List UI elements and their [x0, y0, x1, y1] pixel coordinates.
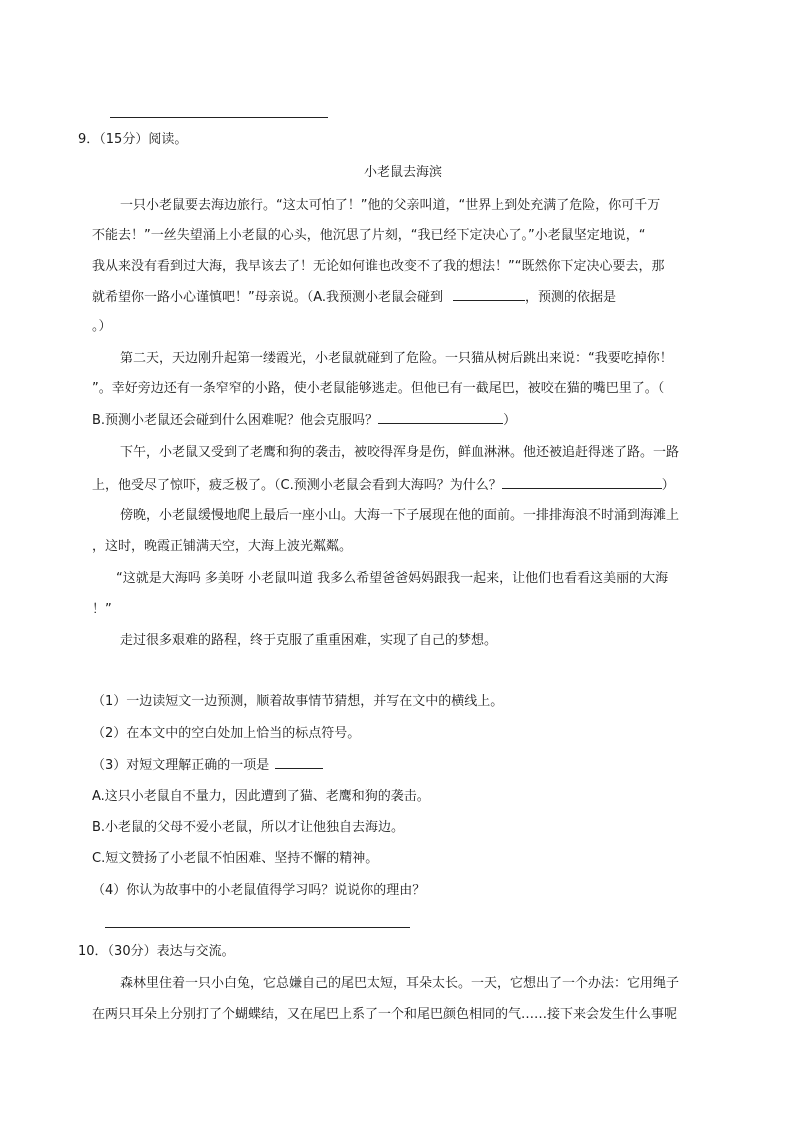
option-a: A.这只小老鼠自不量力，因此遭到了猫、老鹰和狗的袭击。	[92, 789, 430, 804]
option-b: B.小老鼠的父母不爱小老鼠，所以才让他独自去海边。	[92, 820, 405, 835]
paragraph-line	[92, 476, 675, 495]
sub-question-text: （3）对短文理解正确的一项是	[92, 758, 270, 773]
paragraph-line: 下午，小老鼠又受到了老鹰和狗的袭击，被咬得浑身是伤，鲜血淋淋。他还被追赶得迷了路。一路	[120, 445, 680, 460]
sub-question-4: （4）你认为故事中的小老鼠值得学习吗？说说你的理由？	[92, 883, 426, 898]
question-10-header: 10．（30分）表达与交流。	[78, 944, 235, 959]
paragraph-text: ，预测的依据是	[525, 290, 617, 305]
answer-line-top	[110, 117, 328, 118]
paragraph-line: 走过很多艰难的路程，终于克服了重重困难，实现了自己的梦想。	[120, 633, 498, 648]
blank-b[interactable]	[378, 411, 503, 424]
paragraph-line: ”。幸好旁边还有一条窄窄的小路，使小老鼠能够逃走。但他已有一截尾巴，被咬在猫的嘴巴里了。（	[92, 381, 665, 396]
paragraph-line: 森林里住着一只小白兔，它总嫌自己的尾巴太短，耳朵太长。一天，它想出了一个办法：它用绳子	[120, 976, 680, 991]
paragraph-line: ！”	[92, 602, 112, 617]
paragraph-text: 就希望你一路小心谨慎吧！”母亲说。（A.我预测小老鼠会碰到	[92, 290, 444, 305]
question-9-header: 9．（15分）阅读。	[78, 132, 188, 147]
paragraph-line: 在两只耳朵上分别打了个蝴蝶结，又在尾巴上系了一个和尾巴颜色相同的气……接下来会发生什么事呢	[92, 1007, 678, 1022]
paragraph-text: B.预测小老鼠还会碰到什么困难呢？他会克服吗？	[92, 413, 379, 428]
passage-title: 小老鼠去海滨	[364, 165, 443, 180]
sub-question-1: （1）一边读短文一边预测，顺着故事情节猜想，并写在文中的横线上。	[92, 694, 504, 709]
option-c: C.短文赞扬了小老鼠不怕困难、坚持不懈的精神。	[92, 851, 379, 866]
blank-c[interactable]	[502, 476, 662, 489]
paragraph-text: ）	[661, 478, 675, 493]
sub-question-3	[92, 756, 323, 775]
paragraph-line: 不能去！”一丝失望涌上小老鼠的心头，他沉思了片刻，“我已经下定决心了。”小老鼠坚定地说，“	[92, 228, 646, 243]
paragraph-line: “这就是大海吗 多美呀 小老鼠叫道 我多么希望爸爸妈妈跟我一起来，让他们也看看这美丽的大海	[116, 571, 669, 586]
paragraph-text: ）	[503, 413, 517, 428]
paragraph-line: 我从来没有看到过大海，我早该去了！无论如何谁也改变不了我的想法！”“既然你下定决心要去，那	[92, 259, 665, 274]
answer-line-4[interactable]	[105, 927, 410, 928]
paragraph-line: 第二天，天边刚升起第一缕霞光，小老鼠就碰到了危险。一只猫从树后跳出来说：“我要吃掉你！	[120, 351, 673, 366]
blank-answer-3[interactable]	[275, 756, 323, 769]
paragraph-line: 傍晚，小老鼠缓慢地爬上最后一座小山。大海一下子展现在他的面前。一排排海浪不时涌到海滩上	[120, 508, 680, 523]
paragraph-line: 一只小老鼠要去海边旅行。“这太可怕了！”他的父亲叫道，“世界上到处充满了危险，你可千万	[120, 198, 661, 213]
paragraph-text: 上，他受尽了惊吓，疲乏极了。（C.预测小老鼠会看到大海吗？为什么？	[92, 478, 502, 493]
blank-a1[interactable]	[453, 288, 525, 301]
sub-question-2: （2）在本文中的空白处加上恰当的标点符号。	[92, 726, 361, 741]
paragraph-line	[92, 288, 616, 307]
paragraph-line: 。）	[92, 319, 112, 334]
paragraph-line	[92, 411, 516, 430]
paragraph-line: ，这时，晚霞正铺满天空，大海上波光粼粼。	[92, 539, 353, 554]
